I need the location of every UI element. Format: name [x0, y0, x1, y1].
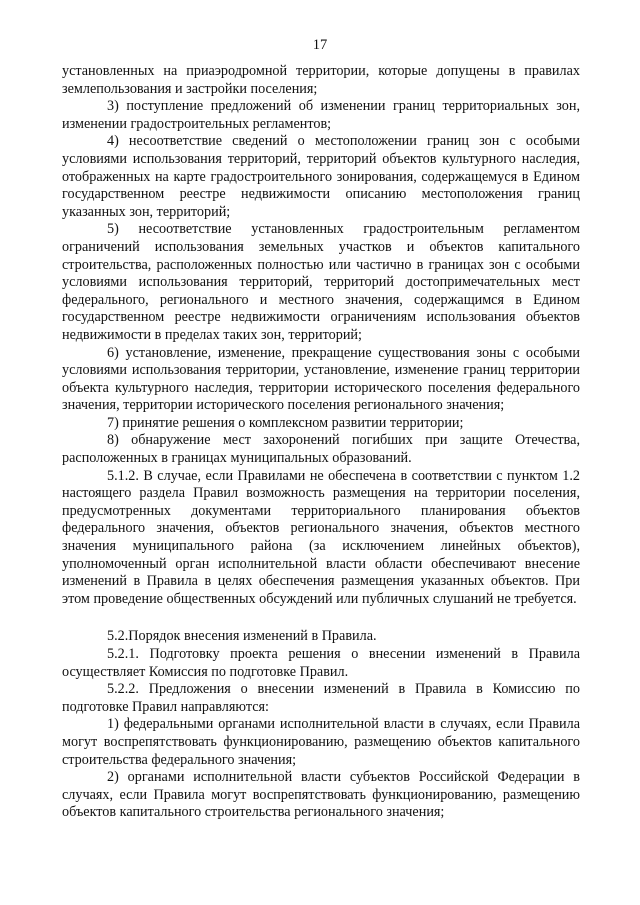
- paragraph: 3) поступление предложений об изменении границ территориальных зон, изменении градостроительных регламентов;: [62, 98, 580, 132]
- paragraph: 1) федеральными органами исполнительной власти в случаях, если Правила могут воспрепятствовать функционированию, размещению объектов капитального строительства федерального значения;: [62, 716, 580, 768]
- paragraph-gap: [62, 608, 580, 628]
- paragraph: установленных на приаэродромной территории, которые допущены в правилах землепользования и застройки поселения;: [62, 63, 580, 97]
- paragraph: 5.2.Порядок внесения изменений в Правила.: [107, 628, 377, 645]
- paragraph: 4) несоответствие сведений о местоположении границ зон с особыми условиями использования территорий, территорий объектов культурного наследия, отображенных на карте градостроительного зонирования, содержащемуся в Едином государственном реестре недвижимости описанию местоположения границ указанных зон, территорий;: [62, 133, 580, 220]
- paragraph: 5.2.2. Предложения о внесении изменений в Правила в Комиссию по подготовке Правил направляются:: [62, 681, 580, 715]
- paragraph: 6) установление, изменение, прекращение существования зоны с особыми условиями использования территории, установление, изменение границ территории объекта культурного наследия, территории исторического поселения федерального значения, территории исторического поселения регионального значения;: [62, 344, 580, 414]
- paragraph: 5) несоответствие установленных градостроительным регламентом ограничений использования земельных участков и объектов капитального строительства, расположенных полностью или частично в границах зон с особыми условиями использования территорий, территорий достопримечательных мест федерального, регионального и местного значения, содержащимся в Едином государственном реестре недвижимости ограничениям использования объектов недвижимости в пределах таких зон, территорий;: [62, 221, 580, 343]
- paragraph: 5.1.2. В случае, если Правилами не обеспечена в соответствии с пунктом 1.2 настоящего раздела Правил возможность размещения на территории поселения, предусмотренных документами территориального планирования объектов федерального значения, объектов регионального значения, объектов местного значения муниципального района (за исключением линейных объектов), уполномоченный орган исполнительной власти области обеспечивают внесение изменений в Правила в целях обеспечения размещения указанных объектов. При этом проведение общественных обсуждений или публичных слушаний не требуется.: [62, 467, 580, 607]
- paragraph: 7) принятие решения о комплексном развитии территории;: [107, 414, 464, 431]
- text-block-items: [62, 63, 580, 608]
- text-block-procedure: [62, 628, 580, 822]
- page-content: [62, 63, 580, 822]
- page-number: 17: [312, 37, 328, 53]
- paragraph: 8) обнаружение мест захоронений погибших при защите Отечества, расположенных в границах муниципальных образований.: [62, 432, 580, 467]
- paragraph: 5.2.1. Подготовку проекта решения о внесении изменений в Правила осуществляет Комиссия по подготовке Правил.: [62, 646, 580, 680]
- paragraph: 2) органами исполнительной власти субъектов Российской Федерации в случаях, если Правила могут воспрепятствовать функционированию, размещению объектов капитального строительства регионального значения;: [62, 769, 580, 821]
